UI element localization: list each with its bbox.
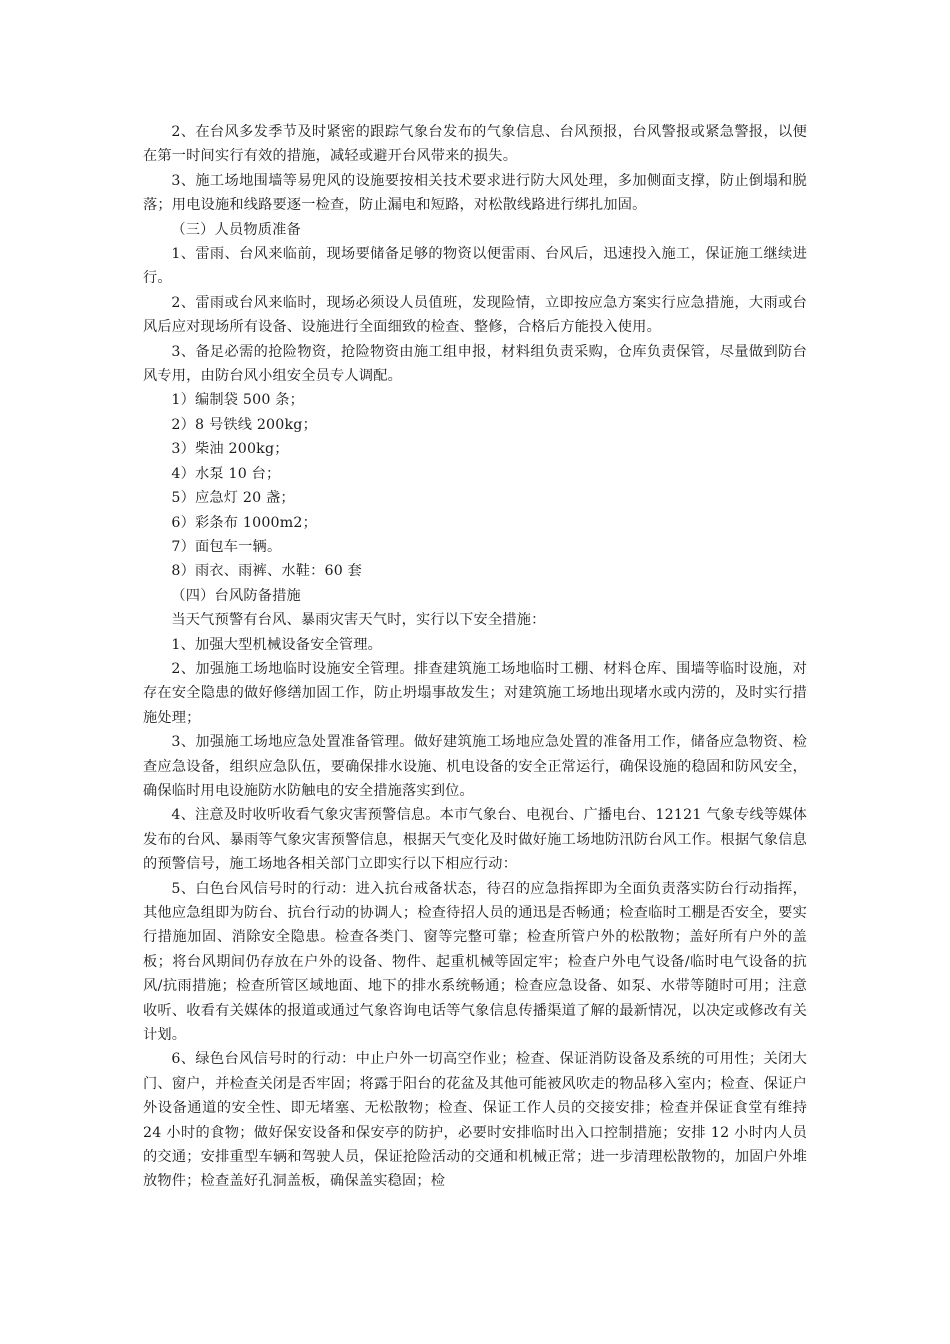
paragraph: 1、雷雨、台风来临前，现场要储备足够的物资以便雷雨、台风后，迅速投入施工，保证施工继续进行。: [143, 246, 807, 287]
list-item: 7）面包车一辆。: [171, 538, 282, 555]
list-item: 3）柴油 200kg；: [171, 441, 289, 458]
list-item: 2）8 号铁线 200kg；: [171, 416, 317, 433]
paragraph: 2、在台风多发季节及时紧密的跟踪气象台发布的气象信息、台风预报，台风警报或紧急警报，以便在第一时间实行有效的措施，减轻或避开台风带来的损失。: [143, 124, 807, 165]
paragraph: 2、加强施工场地临时设施安全管理。排查建筑施工场地临时工棚、材料仓库、围墙等临时设施，对存在安全隐患的做好修缮加固工作，防止坍塌事故发生；对建筑施工场地出现堵水或内涝的，及时实行措施处理；: [143, 660, 807, 726]
section-heading: （三）人员物质准备: [171, 221, 301, 238]
paragraph: 6、绿色台风信号时的行动：中止户外一切高空作业；检查、保证消防设备及系统的可用性；关闭大门、窗户，并检查关闭是否牢固；将露于阳台的花盆及其他可能被风吹走的物品移入室内；检查、保证户外设备通道的安全性、即无堵塞、无松散物；检查、保证工作人员的交接安排；检查并保证食堂有维持 24 小时的食物；做好保安设备和保安亭的防护，必要时安排临时出入口控制措施；安排 12 小时内人员的交通；安排重型车辆和驾驶人员，保证抢险活动的交通和机械正常；进一步清理松散物的，加固户外堆放物件；检查盖好孔洞盖板，确保盖实稳固；检: [143, 1051, 807, 1190]
paragraph: 2、雷雨或台风来临时，现场必须设人员值班，发现险情，立即按应急方案实行应急措施，大雨或台风后应对现场所有设备、设施进行全面细致的检查、整修，合格后方能投入使用。: [143, 294, 807, 336]
paragraph: 当天气预警有台风、暴雨灾害天气时，实行以下安全措施：: [171, 612, 546, 629]
paragraph: 3、备足必需的抢险物资，抢险物资由施工组申报，材料组负责采购，仓库负责保管，尽量做到防台风专用，由防台风小组安全员专人调配。: [143, 343, 807, 385]
paragraph: 5、白色台风信号时的行动：进入抗台戒备状态，待召的应急指挥即为全面负责落实防台行动指挥，其他应急组即为防台、抗台行动的协调人；检查待招人员的通迅是否畅通；检查临时工棚是否安全，要实行措施加固、消除安全隐患。检查各类门、窗等完整可靠；检查所管户外的松散物；盖好所有户外的盖板；将台风期间仍存放在户外的设备、物件、起重机械等固定牢；检查户外电气设备/临时电气设备的抗风/抗雨措施；检查所管区域地面、地下的排水系统畅通；检查应急设备、如泵、水带等随时可用；注意收听、收看有关媒体的报道或通过气象咨询电话等气象信息传播渠道了解的最新情况，以决定或修改有关计划。: [143, 880, 807, 1044]
paragraph: 4、注意及时收听收看气象灾害预警信息。本市气象台、电视台、广播电台、12121 气象专线等媒体发布的台风、暴雨等气象灾害预警信息，根据天气变化及时做好施工场地防汛防台风工作。根据气象信息的预警信号，施工场地各相关部门立即实行以下相应行动：: [143, 807, 807, 873]
paragraph: 1、加强大型机械设备安全管理。: [171, 636, 383, 653]
list-item: 5）应急灯 20 盏；: [171, 490, 295, 507]
document-body: [143, 120, 807, 1194]
list-item: 6）彩条布 1000m2；: [171, 514, 318, 531]
list-item: 8）雨衣、雨裤、水鞋：60 套: [171, 563, 363, 580]
section-heading: （四）台风防备措施: [171, 587, 301, 604]
list-item: 1）编制袋 500 条；: [171, 392, 305, 409]
paragraph: 3、加强施工场地应急处置准备管理。做好建筑施工场地应急处置的准备用工作，储备应急物资、检查应急设备，组织应急队伍，要确保排水设施、机电设备的安全正常运行，确保设施的稳固和防风安全，确保临时用电设施防水防触电的安全措施落实到位。: [143, 734, 807, 799]
list-item: 4）水泵 10 台；: [171, 465, 281, 482]
paragraph: 3、施工场地围墙等易兜风的设施要按相关技术要求进行防大风处理，多加侧面支撑，防止倒塌和脱落；用电设施和线路要逐一检查，防止漏电和短路，对松散线路进行绑扎加固。: [143, 172, 807, 214]
